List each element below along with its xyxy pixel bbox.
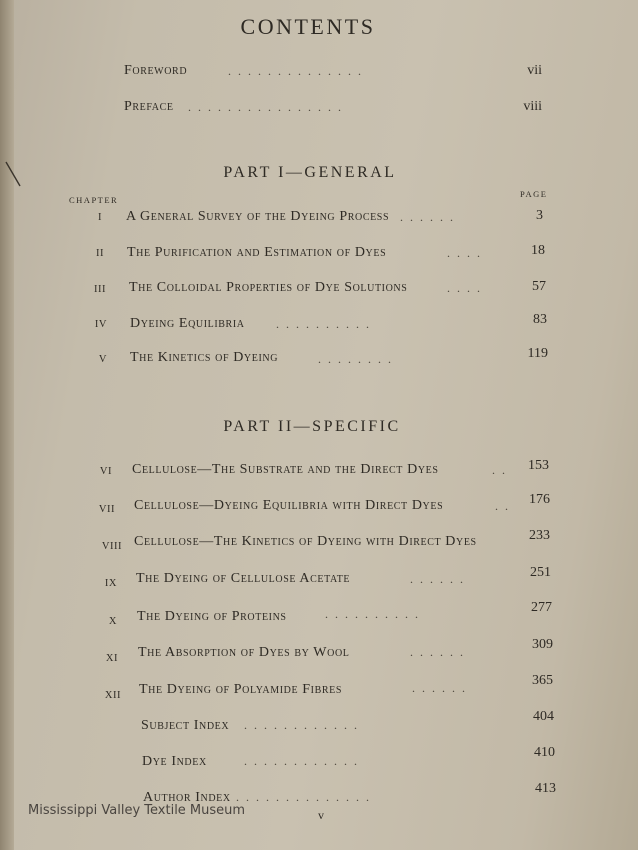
leader-dots: . . . . . . bbox=[412, 681, 467, 695]
page-title: CONTENTS bbox=[240, 14, 376, 39]
chapter-number: XI bbox=[105, 653, 118, 664]
chapter-label: CHAPTER bbox=[69, 195, 119, 205]
chapter-title: The Colloidal Properties of Dye Solutions bbox=[129, 280, 408, 295]
chapter-number: V bbox=[98, 354, 107, 365]
chapter-page: 18 bbox=[531, 243, 545, 258]
leader-dots: . . . . . . . . . . bbox=[276, 317, 371, 331]
leader-dots: . . . . . . bbox=[410, 572, 465, 586]
chapter-number: VIII bbox=[101, 541, 122, 552]
leader-dots: . . . . . . bbox=[400, 210, 455, 224]
index-page: 410 bbox=[534, 745, 555, 760]
chapter-title: Dyeing Equilibria bbox=[130, 316, 245, 331]
chapter-title: The Dyeing of Polyamide Fibres bbox=[139, 682, 343, 697]
preface-page: viii bbox=[523, 99, 542, 114]
leader-dots: . . . . bbox=[447, 246, 482, 260]
chapter-title: A General Survey of the Dyeing Process bbox=[126, 209, 390, 224]
chapter-page: 119 bbox=[527, 346, 548, 361]
chapter-number: IX bbox=[104, 578, 117, 589]
chapter-number: X bbox=[108, 616, 117, 627]
leader-dots: . . . . . . . . . . . . bbox=[244, 718, 359, 732]
chapter-page: 233 bbox=[529, 528, 550, 543]
chapter-page: 83 bbox=[533, 312, 547, 327]
chapter-number: XII bbox=[104, 690, 121, 701]
part-1-heading: PART I—GENERAL bbox=[223, 164, 397, 181]
index-title: Dye Index bbox=[142, 754, 207, 769]
chapter-title: Cellulose—The Kinetics of Dyeing with Direct Dyes bbox=[134, 534, 477, 549]
leader-dots: . . . . bbox=[447, 281, 482, 295]
chapter-number: VII bbox=[98, 504, 115, 515]
leader-dots: . . . . . . bbox=[410, 645, 465, 659]
chapter-title: The Purification and Estimation of Dyes bbox=[127, 245, 387, 260]
leader-dots: . . . . . . . . . . . . . . . . bbox=[188, 100, 343, 114]
chapter-number: IV bbox=[94, 319, 107, 330]
chapter-title: The Absorption of Dyes by Wool bbox=[138, 645, 350, 660]
leader-dots: . . . . . . . . . . . . bbox=[244, 754, 359, 768]
index-title: Subject Index bbox=[141, 718, 230, 733]
leader-dots: . . . . . . . . . . . . . . bbox=[236, 790, 371, 804]
preface-title: Preface bbox=[124, 99, 174, 114]
chapter-page: 3 bbox=[536, 208, 543, 223]
chapter-page: 176 bbox=[529, 492, 550, 507]
leader-dots: . . . . . . . . bbox=[318, 352, 393, 366]
leader-dots: . . bbox=[495, 499, 510, 513]
chapter-number: I bbox=[98, 212, 102, 223]
chapter-number: II bbox=[96, 248, 104, 259]
leader-dots: . . . . . . . . . . bbox=[325, 607, 420, 621]
chapter-title: The Kinetics of Dyeing bbox=[130, 350, 279, 365]
chapter-title: Cellulose—Dyeing Equilibria with Direct Dyes bbox=[134, 498, 444, 513]
chapter-number: III bbox=[94, 284, 106, 295]
chapter-title: The Dyeing of Cellulose Acetate bbox=[136, 571, 351, 586]
chapter-number: VI bbox=[99, 466, 112, 477]
page-label: PAGE bbox=[520, 189, 548, 199]
index-page: 413 bbox=[535, 781, 556, 796]
watermark: Mississippi Valley Textile Museum bbox=[28, 803, 246, 818]
foreword-page: vii bbox=[527, 63, 542, 78]
chapter-title: The Dyeing of Proteins bbox=[137, 609, 287, 624]
index-page: 404 bbox=[533, 709, 554, 724]
leader-dots: . . . . . . . . . . . . . . bbox=[228, 64, 363, 78]
leader-dots: . . bbox=[492, 463, 507, 477]
chapter-page: 153 bbox=[528, 458, 549, 473]
index-title: Author Index bbox=[143, 790, 231, 805]
foreword-title: Foreword bbox=[124, 63, 188, 78]
chapter-page: 57 bbox=[532, 279, 546, 294]
chapter-page: 365 bbox=[532, 673, 553, 688]
chapter-page: 277 bbox=[531, 600, 552, 615]
part-2-heading: PART II—SPECIFIC bbox=[223, 418, 401, 435]
chapter-page: 251 bbox=[530, 565, 551, 580]
page-folio: v bbox=[318, 808, 324, 822]
chapter-page: 309 bbox=[532, 637, 553, 652]
chapter-title: Cellulose—The Substrate and the Direct Dyes bbox=[132, 462, 439, 477]
